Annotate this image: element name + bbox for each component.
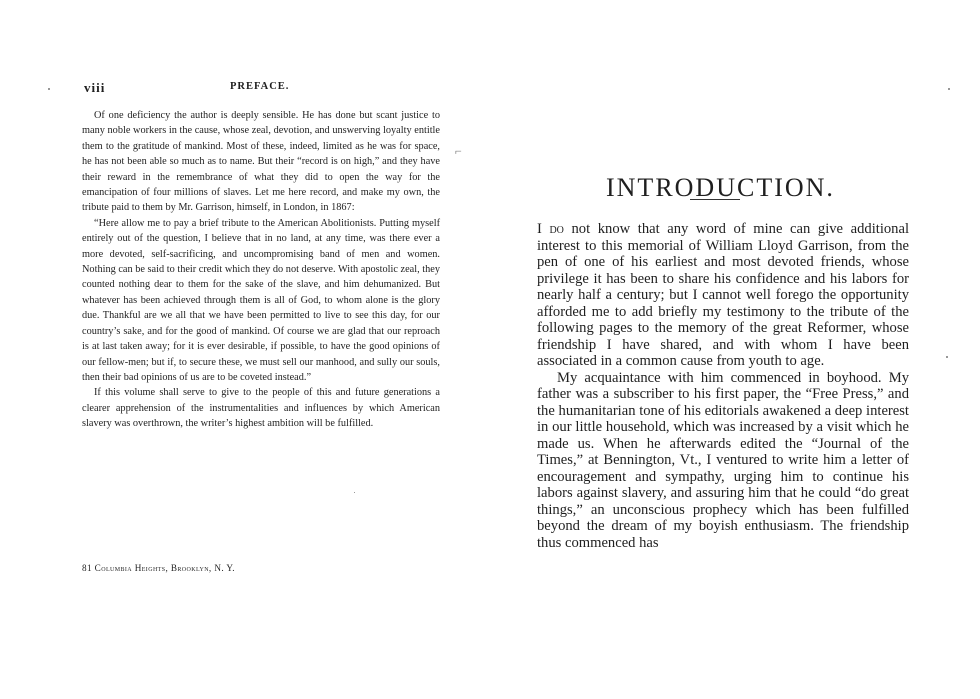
preface-body: [82, 108, 440, 432]
preface-paragraph: If this volume shall serve to give to the people of this and future generations a clearer apprehension of the instrumentalities and influences by which American slavery was overthrown, the writer’s highest ambition will be fulfilled.: [82, 387, 440, 430]
lead-in-words: I do: [537, 221, 564, 237]
intro-paragraph: [537, 221, 909, 370]
running-head-title: PREFACE.: [230, 81, 290, 92]
speck-mark: [354, 492, 355, 493]
intro-paragraph: My acquaintance with him commenced in boyhood. My father was a subscriber to his first paper, the “Free Press,” and the humanitarian tone of his editorials awakened a deep interest in our little household, which was increased by a visit which he made us. When he afterwards edited the “Journal of the Times,” at Bennington, Vt., I ventured to write him a letter of encouragement and sympathy, urging him to continue his labors against slavery, and assuring him that he could “do great things,” an unconscious prophecy which has been fulfilled beyond the dream of my boyish enthusiasm. The friendship thus commenced has: [537, 369, 909, 551]
introduction-body: [537, 221, 909, 551]
author-address: 81 Columbia Heights, Brooklyn, N. Y.: [82, 563, 235, 573]
intro-paragraph-text: not know that any word of mine can give additional interest to this memorial of William Lloyd Garrison, from the pen of one of his earliest and most devoted friends, whose privilege it has been to share his confidence and his labors for nearly half a century; but I cannot well forego the opportunity afforded me to add briefly my testimony to the tribute of the following pages to the memory of the great Reformer, whose friendship I have shared, and with whom I have been associated in a common cause from youth to age.: [537, 221, 909, 369]
preface-paragraph: Of one deficiency the author is deeply sensible. He has done but scant justice to many noble workers in the cause, whose zeal, devotion, and unswerving loyalty entitle them to the gratitude of mankind. Most of these, indeed, limited as he was for space, he has not been able so much as to name. But their “record is on high,” and they have their reward in the remembrance of what they did to open the way for the emancipation of four millions of slaves. Let me here record, and make my own, the tribute paid to them by Mr. Garrison, himself, in London, in 1867:: [82, 110, 440, 214]
speck-mark: [948, 88, 950, 90]
garrison-quote: “Here allow me to pay a brief tribute to the American Abolitionists. Putting myself entirely out of the question, I believe that in no land, at any time, was there ever a more devoted, self-sacrificing, and uncompromising band of men and women. Nothing can be said to their credit which they do not deserve. With apostolic zeal, they counted nothing dear to them for the sake of the slave, and him dehumanized. But whatever has been achieved through them is all of God, to whom alone is the glory due. Thankful are we all that we have been permitted to live to see this day, for our country’s sake, and for the good of mankind. Of course we are glad that our reproach is at last taken away; for it is ever desirable, if possible, to have the good opinions of our fellow-men; but if, to secure these, we must sell our manhood, and sully our souls, then their bad opinions of us are to be coveted instead.”: [82, 217, 440, 383]
speck-mark: [946, 356, 948, 358]
speck-mark: [48, 88, 50, 90]
running-head: [84, 80, 440, 96]
page-number: viii: [84, 80, 106, 95]
chapter-title: INTRODUCTION.: [606, 173, 835, 203]
right-page: [470, 0, 980, 699]
title-divider: [690, 199, 740, 200]
left-page: [0, 0, 470, 699]
ink-mark-icon: ⌐: [455, 144, 462, 158]
